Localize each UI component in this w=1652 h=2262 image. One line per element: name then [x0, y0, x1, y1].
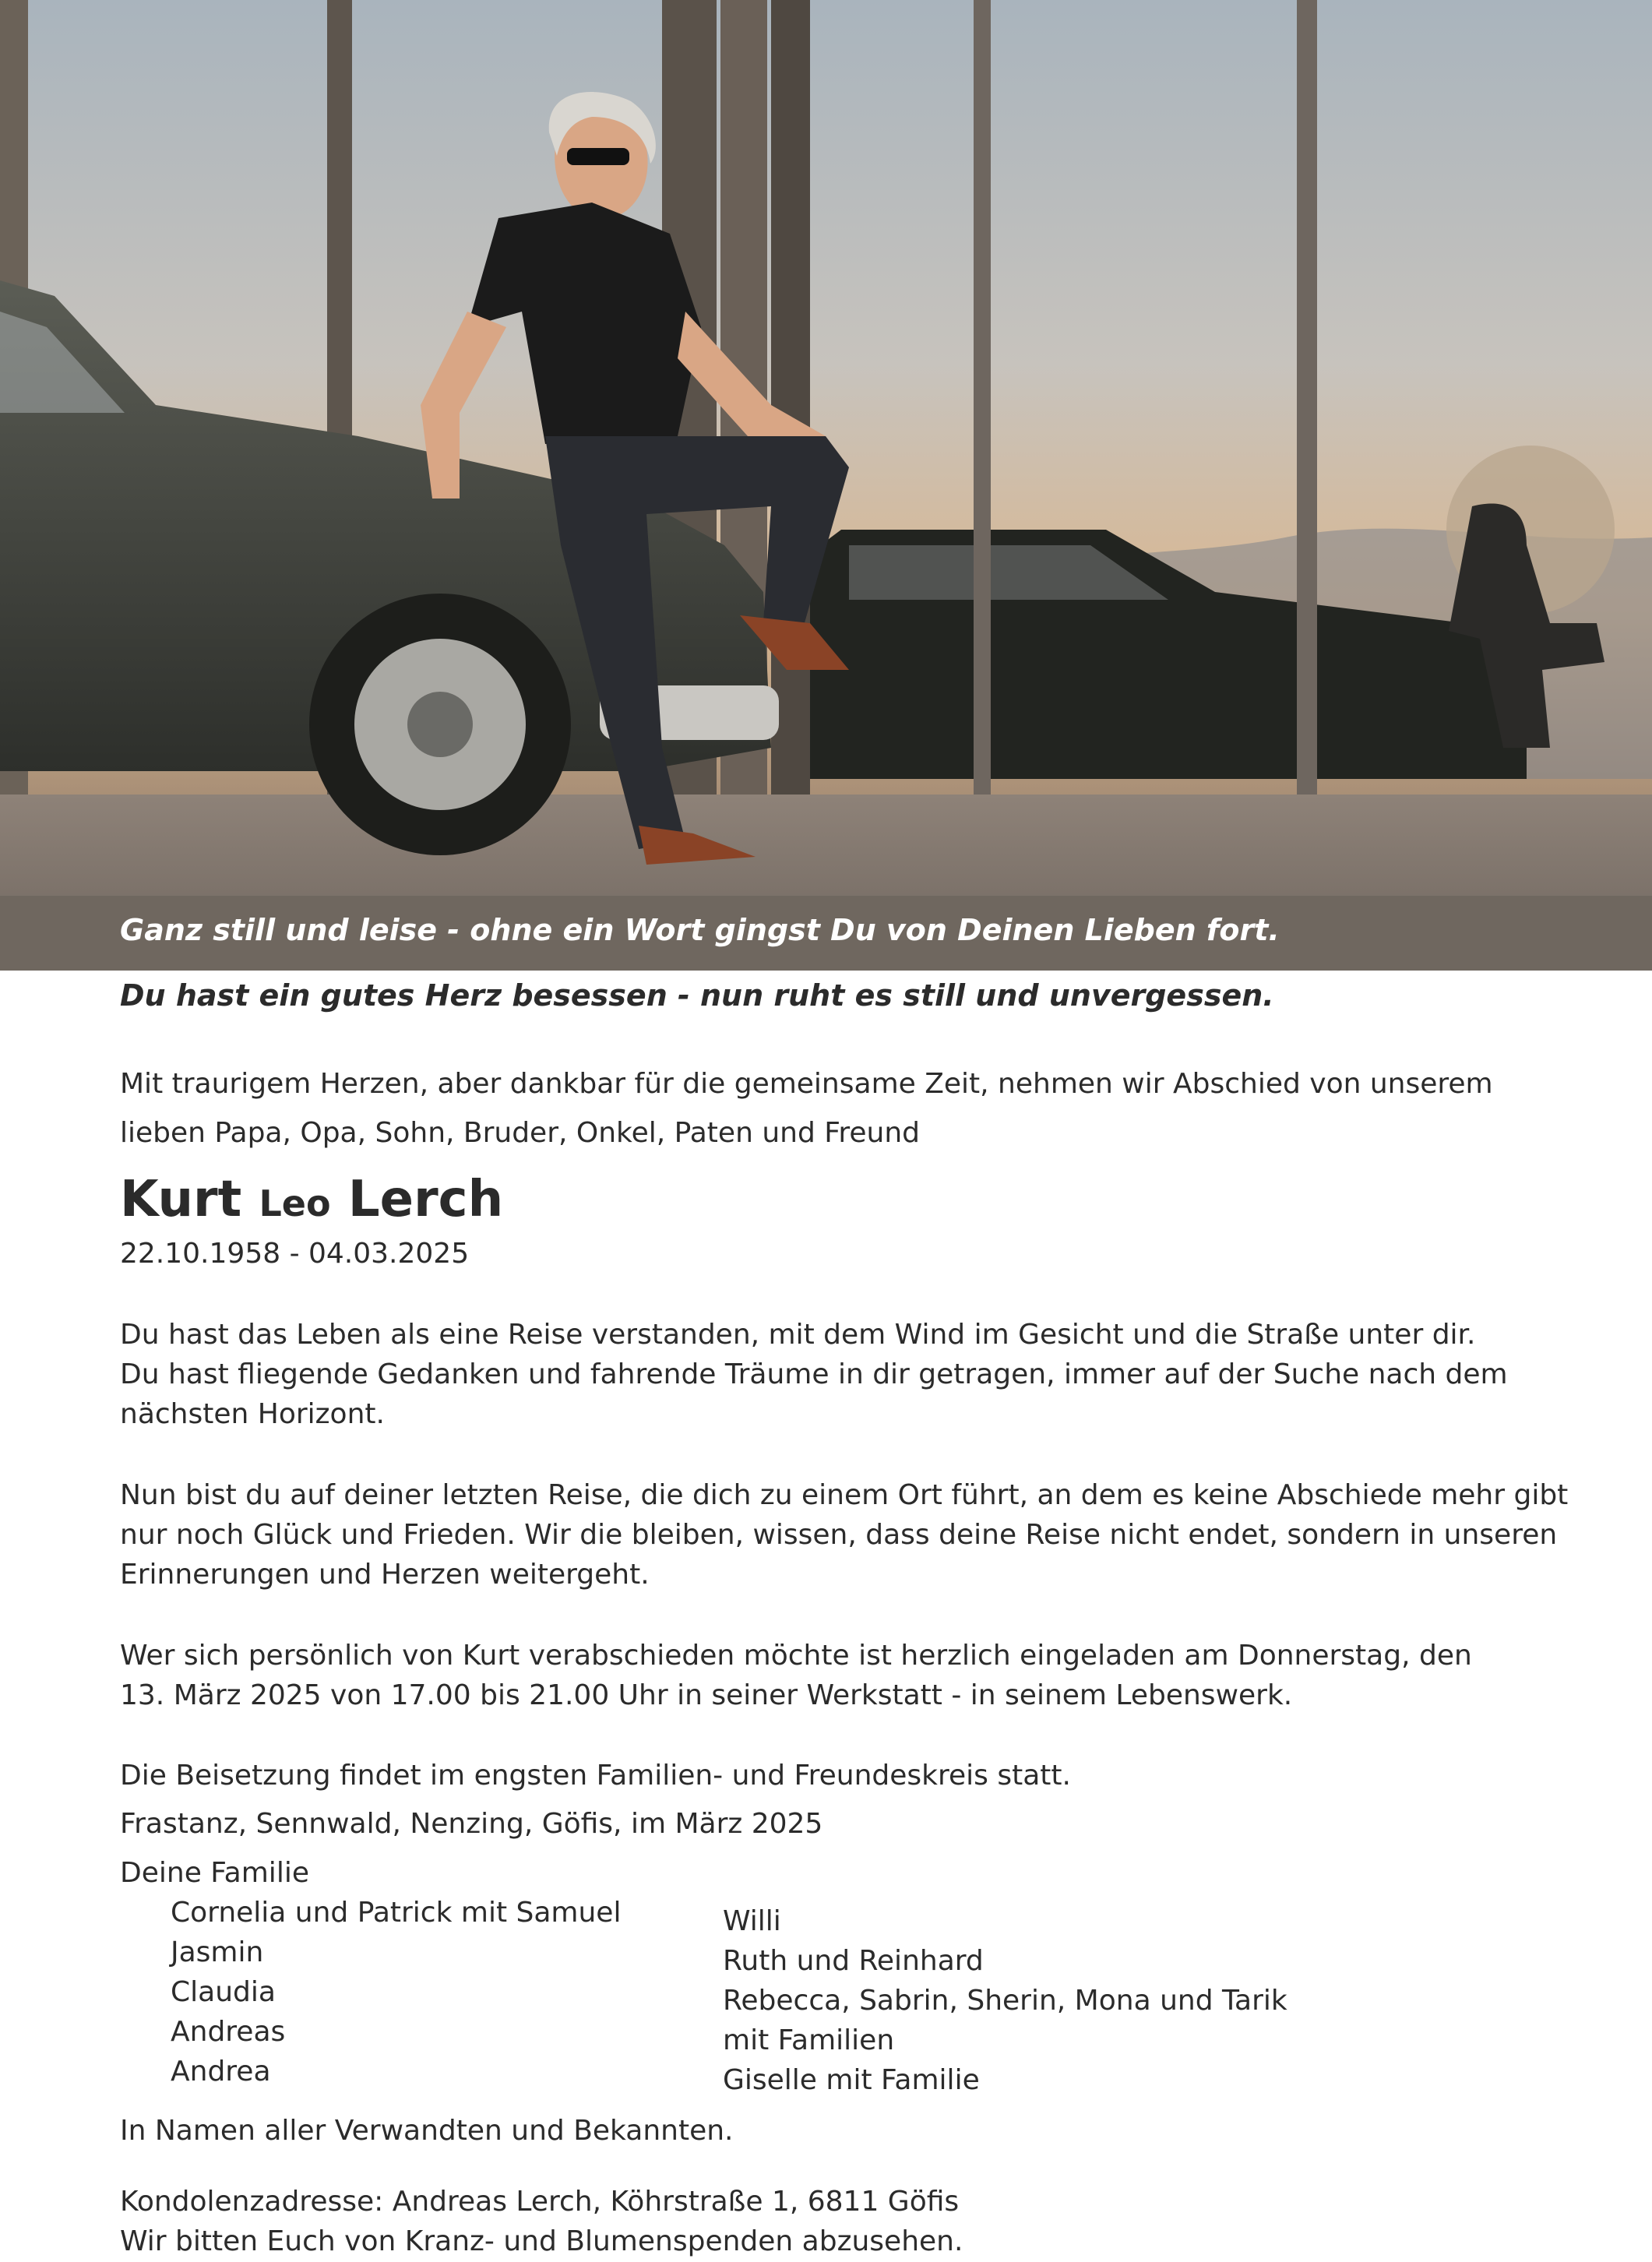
paragraph-3-line-2: 13. März 2025 von 17.00 bis 21.00 Uhr in seiner Werkstatt - in seinem Lebenswerk. — [120, 1679, 1293, 1711]
middle-name: Leo — [259, 1182, 331, 1224]
list-item: Cornelia und Patrick mit Samuel — [171, 1897, 622, 1929]
list-item: Ruth und Reinhard — [723, 1945, 984, 1977]
paragraph-1-line-2: Du hast fliegende Gedanken und fahrende Träume in dir getragen, immer auf der Suche nach dem — [120, 1358, 1508, 1390]
last-name: Lerch — [347, 1171, 504, 1228]
no-flowers-note: Wir bitten Euch von Kranz- und Blumenspenden abzusehen. — [120, 2225, 963, 2257]
paragraph-3-line-1: Wer sich persönlich von Kurt verabschieden möchte ist herzlich eingeladen am Donnerstag, den — [120, 1640, 1472, 1672]
paragraph-2-line-1: Nun bist du auf deiner letzten Reise, die dich zu einem Ort führt, an dem es keine Abschiede mehr gibt — [120, 1479, 1569, 1511]
memorial-verse-line-1: Ganz still und leise - ohne ein Wort gingst Du von Deinen Lieben fort. — [120, 913, 1280, 947]
paragraph-1-line-1: Du hast das Leben als eine Reise verstanden, mit dem Wind im Gesicht und die Straße unter dir. — [120, 1319, 1476, 1351]
list-item: Andrea — [171, 2056, 271, 2088]
intro-line-1: Mit traurigem Herzen, aber dankbar für die gemeinsame Zeit, nehmen wir Abschied von unserem — [120, 1068, 1493, 1100]
paragraph-2-line-2: nur noch Glück und Frieden. Wir die bleiben, wissen, dass deine Reise nicht endet, sondern in unseren — [120, 1519, 1558, 1551]
list-item: mit Familien — [723, 2024, 895, 2056]
relatives-line: In Namen aller Verwandten und Bekannten. — [120, 2115, 734, 2147]
family-heading: Deine Familie — [120, 1857, 309, 1889]
family-list-left — [171, 1893, 621, 2091]
intro-line-2: lieben Papa, Opa, Sohn, Bruder, Onkel, Paten und Freund — [120, 1117, 920, 1149]
burial-notice: Die Beisetzung findet im engsten Familien- und Freundeskreis statt. — [120, 1760, 1071, 1792]
list-item: Jasmin — [171, 1936, 264, 1968]
portrait-photo — [0, 0, 1652, 971]
list-item: Giselle mit Familie — [723, 2064, 980, 2096]
list-item: Rebecca, Sabrin, Sherin, Mona und Tarik — [723, 1985, 1287, 2017]
memorial-verse-line-2: Du hast ein gutes Herz besessen - nun ruht es still und unvergessen. — [120, 978, 1274, 1013]
paragraph-1-line-3: nächsten Horizont. — [120, 1398, 385, 1430]
list-item: Andreas — [171, 2016, 286, 2048]
first-name: Kurt — [120, 1171, 242, 1228]
portrait-illustration — [0, 0, 1652, 971]
family-list-right — [723, 1901, 1287, 2100]
deceased-name — [120, 1168, 503, 1235]
life-dates: 22.10.1958 - 04.03.2025 — [120, 1238, 470, 1270]
paragraph-2-line-3: Erinnerungen und Herzen weitergeht. — [120, 1559, 650, 1591]
list-item: Claudia — [171, 1976, 276, 2008]
list-item: Willi — [723, 1905, 781, 1937]
place-and-date: Frastanz, Sennwald, Nenzing, Göfis, im März 2025 — [120, 1808, 823, 1840]
condolence-address: Kondolenzadresse: Andreas Lerch, Köhrstraße 1, 6811 Göfis — [120, 2186, 960, 2218]
